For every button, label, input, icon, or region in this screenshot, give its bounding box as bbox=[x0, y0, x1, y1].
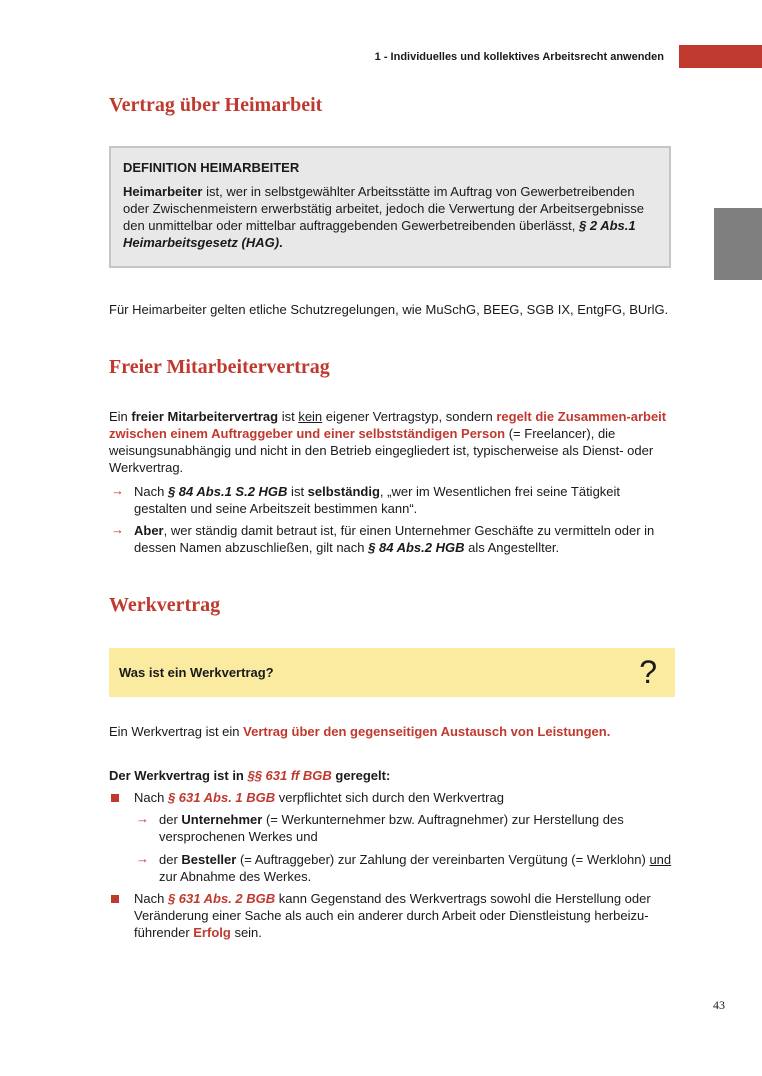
definition-term: Heimarbeiter bbox=[123, 184, 203, 199]
paragraph-freier-mitarbeiter bbox=[109, 408, 675, 476]
text-fragment: geregelt: bbox=[331, 768, 391, 783]
page-number: 43 bbox=[713, 998, 725, 1012]
ref-84-2: § 84 Abs.2 HGB bbox=[368, 540, 465, 555]
definition-end: . bbox=[279, 235, 283, 250]
ref-631-1: § 631 Abs. 1 BGB bbox=[167, 790, 276, 805]
highlight-zusammenarbeit: regelt die Zusammen-arbeit zwischen einem Auftraggeber und einer selbstständigen Person bbox=[109, 409, 667, 441]
heading-heimarbeit: Vertrag über Heimarbeit bbox=[109, 94, 323, 116]
text-fragment: verpflichtet sich durch den Werkvertrag bbox=[275, 790, 504, 805]
list-item-631-1 bbox=[134, 789, 675, 806]
text-fragment: Nach bbox=[134, 790, 168, 805]
text-fragment: , wer ständig damit betraut ist, für einen Unternehmer Geschäfte zu vermitteln oder in dessen Namen abzuschließen, gilt nach bbox=[134, 523, 655, 555]
heading-werkvertrag: Werkvertrag bbox=[109, 594, 221, 616]
term-aber: Aber bbox=[134, 523, 164, 538]
text-fragment: der bbox=[159, 852, 182, 867]
ref-631-2: § 631 Abs. 2 BGB bbox=[167, 891, 276, 906]
underlined-und: und bbox=[649, 852, 672, 867]
square-bullet-icon bbox=[111, 895, 119, 903]
definition-body: ist, wer in selbstgewählter Arbeitsstätte im Auftrag von Gewerbetreibenden oder Zwischenmeistern erwerbstätig arbeitet, jedoch die Verwertung der Arbeitsergebnisse den unmittelbar oder mittelbar auftraggebenden Gewerbetreibenden überlässt, bbox=[123, 184, 644, 233]
term-unternehmer: Unternehmer bbox=[181, 812, 263, 827]
chapter-header: 1 - Individuelles und kollektives Arbeitsrecht anwenden bbox=[374, 51, 664, 63]
question-text: Was ist ein Werkvertrag? bbox=[119, 665, 274, 680]
side-tab-marker bbox=[714, 208, 762, 280]
text-fragment: zur Abnahme des Werkes. bbox=[159, 869, 312, 884]
definition-text bbox=[123, 183, 657, 251]
text-fragment: Nach bbox=[134, 891, 168, 906]
arrow-icon: → bbox=[111, 483, 124, 498]
ref-631ff: §§ 631 ff BGB bbox=[247, 768, 332, 783]
text-fragment: Der Werkvertrag ist in bbox=[109, 768, 248, 783]
text-fragment: eigener Vertragstyp, sondern bbox=[322, 409, 497, 424]
highlight-austausch: Vertrag über den gegenseitigen Austausch von Leistungen. bbox=[243, 724, 611, 739]
text-fragment: Nach bbox=[134, 484, 168, 499]
list-item-631-2 bbox=[134, 890, 675, 941]
text-fragment: (= Auftraggeber) zur Zahlung der vereinbarten Vergütung (= Werklohn) bbox=[236, 852, 650, 867]
underlined-kein: kein bbox=[298, 409, 323, 424]
text-fragment: der bbox=[159, 812, 182, 827]
text-fragment: sein. bbox=[230, 925, 262, 940]
text-fragment: (= Werkunternehmer bzw. Auftragnehmer) zur Herstellung des versprochenen Werkes und bbox=[159, 812, 624, 844]
paragraph-geregelt bbox=[109, 767, 675, 784]
sub-item-unternehmer bbox=[159, 811, 675, 845]
question-box bbox=[109, 648, 675, 697]
bullet-selbstaendig bbox=[134, 483, 675, 517]
text-fragment: kann Gegenstand des Werkvertrags sowohl die Herstellung oder Veränderung einer Sache als auch ein anderer durch Arbeit oder Dienstleistung herbeizu-führender bbox=[134, 891, 651, 940]
text-fragment: (= Freelancer), die weisungsunabhängig und nicht in den Betrieb eingegliedert ist, typischerweise als Dienst- oder Werkvertrag. bbox=[109, 426, 654, 475]
question-mark-icon: ? bbox=[639, 654, 657, 690]
definition-box bbox=[109, 146, 671, 268]
sub-item-besteller bbox=[159, 851, 675, 885]
arrow-icon: → bbox=[111, 522, 124, 537]
arrow-icon: → bbox=[136, 811, 149, 826]
definition-title: DEFINITION HEIMARBEITER bbox=[123, 160, 300, 175]
heading-freier-mitarbeitervertrag: Freier Mitarbeitervertrag bbox=[109, 356, 330, 378]
term-besteller: Besteller bbox=[181, 852, 237, 867]
term-selbstaendig: selbständig bbox=[307, 484, 380, 499]
text-fragment: Ein bbox=[109, 409, 132, 424]
text-fragment: ist bbox=[287, 484, 308, 499]
text-fragment: Ein Werkvertrag ist ein bbox=[109, 724, 244, 739]
text-fragment: , „wer im Wesentlichen frei seine Tätigkeit gestalten und seine Arbeitszeit bestimmen kann“. bbox=[134, 484, 621, 516]
ref-84-1: § 84 Abs.1 S.2 HGB bbox=[167, 484, 288, 499]
square-bullet-icon bbox=[111, 794, 119, 802]
bullet-angestellter bbox=[134, 522, 675, 556]
paragraph-schutzregelungen: Für Heimarbeiter gelten etliche Schutzregelungen, wie MuSchG, BEEG, SGB IX, EntgFG, BUrlG. bbox=[109, 302, 669, 317]
paragraph-werkvertrag-definition bbox=[109, 723, 675, 740]
text-fragment: ist bbox=[278, 409, 299, 424]
text-fragment: als Angestellter. bbox=[464, 540, 560, 555]
term-erfolg: Erfolg bbox=[193, 925, 231, 940]
header-accent-bar bbox=[679, 45, 762, 68]
arrow-icon: → bbox=[136, 851, 149, 866]
definition-ref: § 2 Abs.1 Heimarbeitsgesetz (HAG) bbox=[123, 218, 636, 250]
term-freier-mitarbeitervertrag: freier Mitarbeitervertrag bbox=[131, 409, 279, 424]
